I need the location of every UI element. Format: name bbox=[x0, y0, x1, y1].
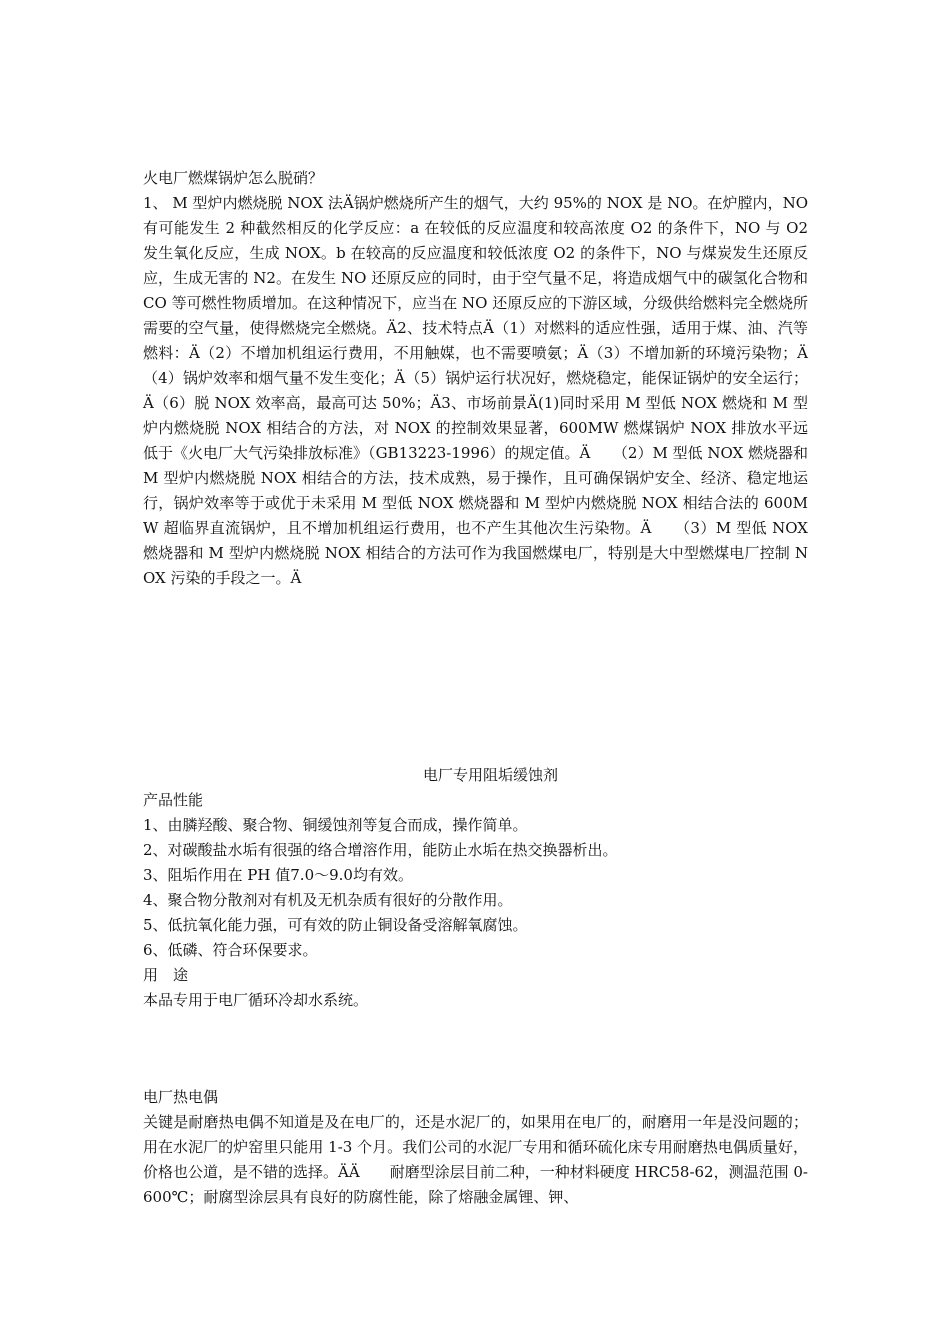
section-thermocouple bbox=[143, 1085, 808, 1210]
list-item: 1、由膦羟酸、聚合物、铜缓蚀剂等复合而成，操作简单。 bbox=[143, 816, 528, 834]
section-title: 电厂专用阻垢缓蚀剂 bbox=[422, 766, 558, 784]
list-item: 6、低磷、符合环保要求。 bbox=[143, 941, 318, 959]
section-title: 火电厂燃煤锅炉怎么脱硝？ bbox=[143, 169, 324, 187]
section-denitration bbox=[143, 166, 808, 591]
list-item: 3、阻垢作用在 PH 值7.0～9.0均有效。 bbox=[143, 866, 413, 884]
usage-text: 本品专用于电厂循环冷却水系统。 bbox=[143, 991, 369, 1009]
section-scale-inhibitor bbox=[143, 763, 808, 1013]
list-item: 4、聚合物分散剂对有机及无机杂质有很好的分散作用。 bbox=[143, 891, 513, 909]
product-performance-heading: 产品性能 bbox=[143, 791, 204, 809]
section-title: 电厂热电偶 bbox=[143, 1088, 219, 1106]
list-item: 2、对碳酸盐水垢有很强的络合增溶作用，能防止水垢在热交换器析出。 bbox=[143, 841, 618, 859]
section-body: 关键是耐磨热电偶不知道是及在电厂的，还是水泥厂的，如果用在电厂的，耐磨用一年是没问题的；用在水泥厂的炉窑里只能用 1-3 个月。我们公司的水泥厂专用和循环硫化床专用耐磨热电偶质量好，价格也公道，是不错的选择。ÄÄ 耐磨型涂层目前二种，一种材料硬度 HRC58-62，测温范围 0-600℃；耐腐型涂层具有良好的防腐性能，除了熔融金属锂、钾、 bbox=[143, 1113, 808, 1206]
usage-heading: 用 途 bbox=[143, 966, 189, 984]
list-item: 5、低抗氧化能力强，可有效的防止铜设备受溶解氧腐蚀。 bbox=[143, 916, 528, 934]
section-body: 1、 M 型炉内燃烧脱 NOX 法Ä锅炉燃烧所产生的烟气，大约 95%的 NOX 是 NO。在炉膛内，NO 有可能发生 2 种截然相反的化学反应：a 在较低的反应温度和较高浓度 O2 的条件下，NO 与 O2 发生氧化反应，生成 NOX。b 在较高的反应温度和较低浓度 O2 的条件下，NO 与煤炭发生还原反应，生成无害的 N2。在发生 NO 还原反应的同时，由于空气量不足，将造成烟气中的碳氢化合物和 CO 等可燃性物质增加。在这种情况下，应当在 NO 还原反应的下游区域，分级供给燃料完全燃烧所需要的空气量，使得燃烧完全燃烧。Ä2、技术特点Ä（1）对燃料的适应性强，适用于煤、油、汽等燃料：Ä（2）不增加机组运行费用，不用触媒，也不需要喷氨；Ä（3）不增加新的环境污染物；Ä（4）锅炉效率和烟气量不发生变化；Ä（5）锅炉运行状况好，燃烧稳定，能保证锅炉的安全运行；Ä（6）脱 NOX 效率高，最高可达 50%；Ä3、市场前景Ä(1)同时采用 M 型低 NOX 燃烧和 M 型炉内燃烧脱 NOX 相结合的方法，对 NOX 的控制效果显著，600MW 燃煤锅炉 NOX 排放水平远低于《火电厂大气污染排放标准》（GB13223-1996）的规定值。Ä （2）M 型低 NOX 燃烧器和 M 型炉内燃烧脱 NOX 相结合的方法，技术成熟，易于操作，且可确保锅炉安全、经济、稳定地运行，锅炉效率等于或优于未采用 M 型低 NOX 燃烧器和 M 型炉内燃烧脱 NOX 相结合法的 600MW 超临界直流锅炉，且不增加机组运行费用，也不产生其他次生污染物。Ä （3）M 型低 NOX 燃烧器和 M 型炉内燃烧脱 NOX 相结合的方法可作为我国燃煤电厂，特别是大中型燃煤电厂控制 NOX 污染的手段之一。Ä bbox=[143, 194, 808, 587]
